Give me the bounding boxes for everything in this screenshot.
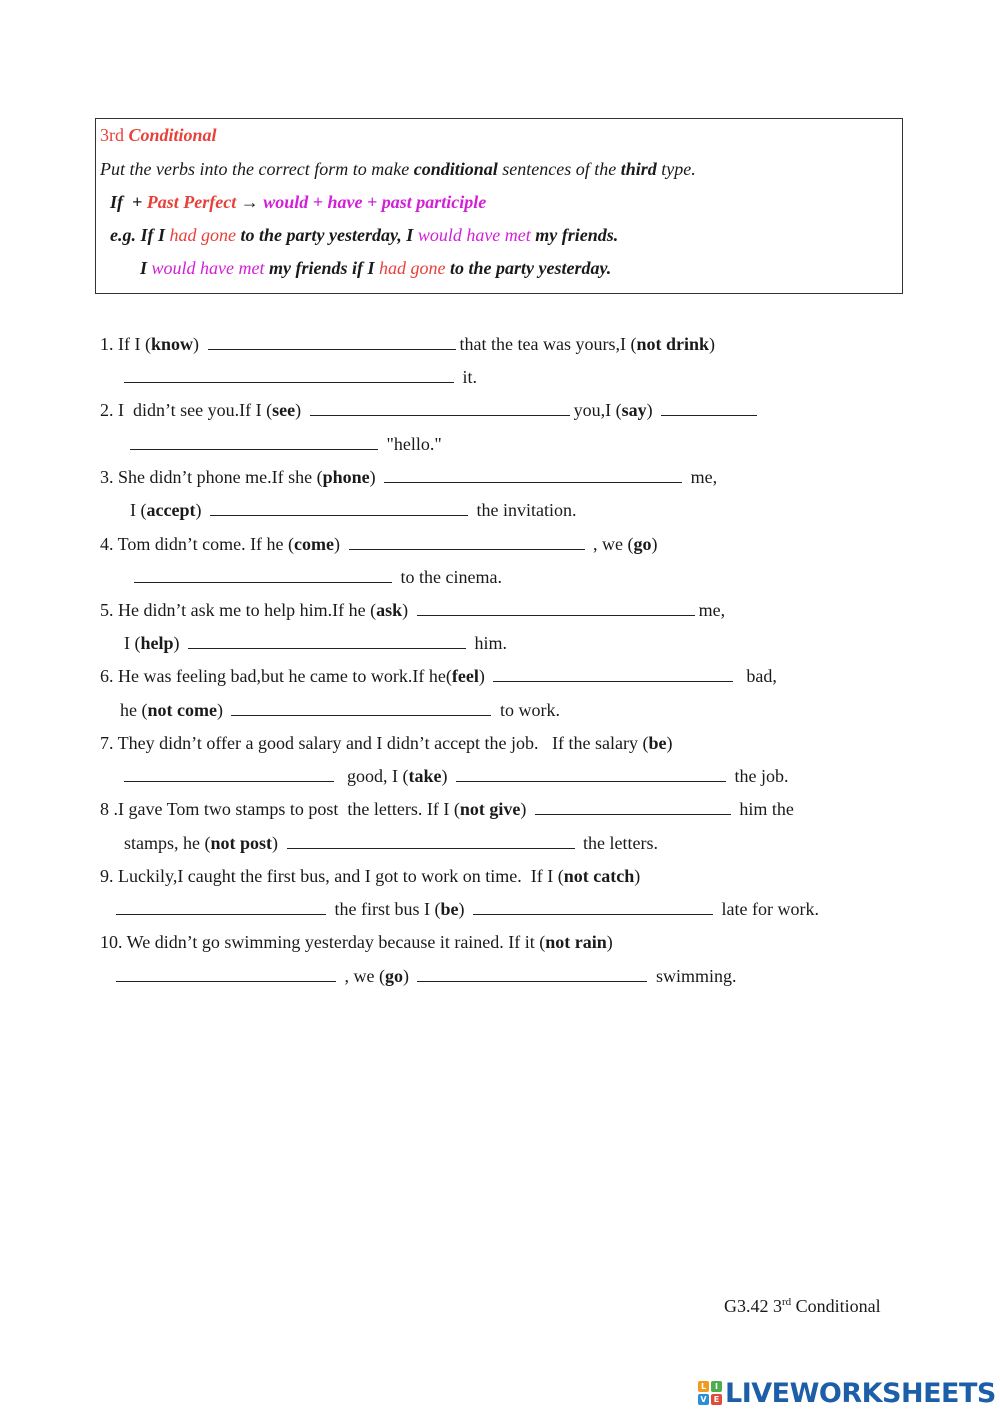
answer-blank[interactable] <box>661 401 757 416</box>
text: the job. <box>734 766 789 786</box>
text: ) <box>295 400 302 420</box>
text: ) <box>709 334 715 354</box>
text: ) <box>334 534 341 554</box>
text: me, <box>698 600 726 620</box>
answer-blank[interactable] <box>130 435 378 450</box>
text: the invitation. <box>476 500 577 520</box>
verb-hint: accept <box>146 500 196 520</box>
text: I ( <box>130 500 147 520</box>
verb-hint: see <box>272 400 296 420</box>
text: 9. Luckily,I caught the first bus, and I got to work on time. If I ( <box>100 866 564 886</box>
liveworksheets-logo[interactable] <box>698 1377 996 1409</box>
formula-if: If <box>110 192 123 212</box>
exercise-5-line-2 <box>124 632 507 654</box>
verb-hint: ask <box>376 600 403 620</box>
logo-letter: L <box>698 1381 709 1392</box>
answer-blank[interactable] <box>208 335 456 350</box>
text: stamps, he ( <box>124 833 211 853</box>
title-word: Conditional <box>128 125 217 145</box>
exercise-3-line-1 <box>100 466 717 488</box>
text: "hello." <box>386 434 442 454</box>
text: ) <box>651 534 658 554</box>
example-part: to the party yesterday. <box>450 258 612 278</box>
text: , we ( <box>344 966 385 986</box>
text: ) <box>634 866 641 886</box>
worksheet-code <box>724 1296 881 1317</box>
instructions-box <box>95 118 903 294</box>
answer-blank[interactable] <box>124 368 454 383</box>
answer-blank[interactable] <box>349 535 585 550</box>
exercise-10-line-2 <box>112 965 737 987</box>
exercise-8-line-1 <box>100 798 794 820</box>
text: ) <box>402 966 409 986</box>
verb-hint: be <box>440 899 459 919</box>
exercise-6-line-2 <box>120 699 560 721</box>
example-part: had gone <box>379 258 446 278</box>
example-part: my friends. <box>535 225 619 245</box>
logo-letter: I <box>711 1381 722 1392</box>
exercise-9-line-2 <box>112 898 819 920</box>
text: to the cinema. <box>400 567 502 587</box>
title-suffix: rd <box>109 125 124 145</box>
verb-hint: help <box>140 633 174 653</box>
text: him. <box>474 633 508 653</box>
text: ) <box>441 766 448 786</box>
text: late for work. <box>721 899 819 919</box>
text: he ( <box>120 700 148 720</box>
footer-sup: rd <box>782 1296 792 1308</box>
logo-letter: V <box>698 1394 709 1405</box>
exercise-2-line-2 <box>126 433 442 455</box>
instr-part: Put the verbs into the correct form to make <box>100 159 410 179</box>
verb-hint: say <box>621 400 647 420</box>
title-number: 3 <box>100 125 109 145</box>
verb-hint: go <box>384 966 403 986</box>
text: 8 .I gave Tom two stamps to post the letters. If I ( <box>100 799 460 819</box>
example-part: would have met <box>417 225 531 245</box>
answer-blank[interactable] <box>116 900 326 915</box>
text: the first bus I ( <box>334 899 441 919</box>
text: 7. They didn’t offer a good salary and I didn’t accept the job. If the salary ( <box>100 733 649 753</box>
exercise-9-line-1 <box>100 865 640 887</box>
text: 2. I didn’t see you.If I ( <box>100 400 273 420</box>
text: 10. We didn’t go swimming yesterday because it rained. If it ( <box>100 932 546 952</box>
text: you,I ( <box>573 400 622 420</box>
text: 3. She didn’t phone me.If she ( <box>100 467 323 487</box>
formula-plus: + <box>132 192 143 212</box>
instr-part: type. <box>661 159 696 179</box>
verb-hint: feel <box>451 666 479 686</box>
formula-result: would + have + past participle <box>263 192 487 212</box>
text: ) <box>402 600 409 620</box>
text: ) <box>606 932 613 952</box>
text: ) <box>458 899 465 919</box>
text: bad, <box>746 666 777 686</box>
exercise-8-line-2 <box>124 832 658 854</box>
text: it. <box>462 367 478 387</box>
text: ) <box>369 467 376 487</box>
exercise-3-line-2 <box>130 499 576 521</box>
verb-hint: come <box>294 534 335 554</box>
logo-letter: E <box>711 1394 722 1405</box>
example-part: would have met <box>151 258 265 278</box>
footer-label: Conditional <box>795 1296 881 1316</box>
text: swimming. <box>655 966 737 986</box>
text: him the <box>739 799 794 819</box>
verb-hint: not rain <box>545 932 607 952</box>
text: that the tea was yours,I ( <box>459 334 637 354</box>
exercise-7-line-1 <box>100 732 673 754</box>
exercise-10-line-1 <box>100 931 613 953</box>
text: 4. Tom didn’t come. If he ( <box>100 534 295 554</box>
exercise-5-line-1 <box>100 599 725 621</box>
text: ) <box>478 666 485 686</box>
text: ) <box>666 733 673 753</box>
text: ) <box>173 633 180 653</box>
verb-hint: not catch <box>563 866 635 886</box>
text: 1. If I ( <box>100 334 151 354</box>
text: I ( <box>124 633 141 653</box>
example-part: e.g. If I <box>110 225 165 245</box>
text: the letters. <box>583 833 658 853</box>
exercise-6-line-1 <box>100 665 777 687</box>
answer-blank[interactable] <box>310 401 570 416</box>
answer-blank[interactable] <box>535 800 731 815</box>
answer-blank[interactable] <box>231 701 491 716</box>
text: to work. <box>499 700 560 720</box>
worksheet-title <box>100 124 217 146</box>
text: ) <box>193 334 200 354</box>
text: ) <box>646 400 653 420</box>
text: 5. He didn’t ask me to help him.If he ( <box>100 600 377 620</box>
logo-text: LIVEWORKSHEETS <box>725 1377 996 1409</box>
example-part: I <box>140 258 148 278</box>
answer-blank[interactable] <box>134 568 392 583</box>
exercise-2-line-1 <box>100 399 761 421</box>
formula-past-perfect: Past Perfect <box>146 192 237 212</box>
text: , we ( <box>593 534 634 554</box>
answer-blank[interactable] <box>417 967 647 982</box>
verb-hint: phone <box>322 467 370 487</box>
answer-blank[interactable] <box>287 834 575 849</box>
answer-blank[interactable] <box>116 967 336 982</box>
answer-blank[interactable] <box>473 900 713 915</box>
verb-hint: not drink <box>636 334 709 354</box>
arrow-icon: → <box>240 192 259 212</box>
exercise-1-line-2 <box>120 366 477 388</box>
answer-blank[interactable] <box>456 767 726 782</box>
answer-blank[interactable] <box>493 667 733 682</box>
example-part: to the party yesterday, I <box>240 225 414 245</box>
verb-hint: not come <box>147 700 217 720</box>
text: ) <box>195 500 202 520</box>
verb-hint: know <box>150 334 194 354</box>
exercise-1-line-1 <box>100 333 715 355</box>
verb-hint: not give <box>459 799 521 819</box>
verb-hint: not post <box>210 833 272 853</box>
answer-blank[interactable] <box>210 501 468 516</box>
instr-part: third <box>620 159 657 179</box>
answer-blank[interactable] <box>384 468 682 483</box>
text: me, <box>690 467 718 487</box>
instr-part: sentences of the <box>502 159 617 179</box>
text: 6. He was feeling bad,but he came to work.If he( <box>100 666 452 686</box>
verb-hint: take <box>408 766 442 786</box>
example-part: my friends if I <box>269 258 375 278</box>
text: ) <box>520 799 527 819</box>
answer-blank[interactable] <box>124 767 334 782</box>
formula <box>110 191 486 213</box>
example-2 <box>140 257 611 279</box>
footer-code: G3.42 3 <box>724 1296 782 1316</box>
example-part: had gone <box>169 225 236 245</box>
example-1 <box>110 224 618 246</box>
exercise-4-line-1 <box>100 533 658 555</box>
exercise-4-line-2 <box>130 566 502 588</box>
exercise-7-line-2 <box>120 765 789 787</box>
text: good, I ( <box>347 766 409 786</box>
logo-icon <box>698 1381 722 1405</box>
text: ) <box>272 833 278 853</box>
instr-part: conditional <box>413 159 498 179</box>
verb-hint: be <box>648 733 667 753</box>
text: ) <box>216 700 223 720</box>
verb-hint: go <box>633 534 652 554</box>
answer-blank[interactable] <box>417 601 695 616</box>
answer-blank[interactable] <box>188 634 466 649</box>
instructions-text <box>100 158 696 180</box>
